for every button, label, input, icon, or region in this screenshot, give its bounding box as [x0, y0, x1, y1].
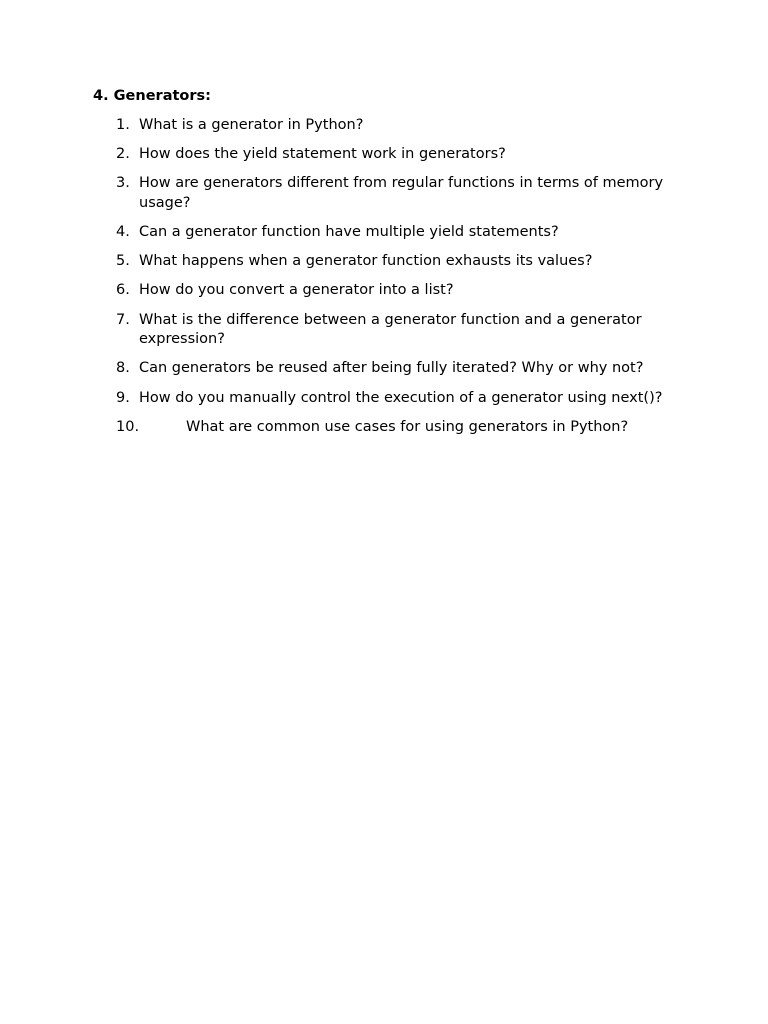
list-item-number: 1.: [116, 117, 130, 133]
list-item: [116, 223, 676, 243]
list-item-text: How does the yield statement work in generators?: [139, 146, 506, 163]
list-item: [116, 252, 676, 272]
list-item-text: What are common use cases for using generators in Python?: [186, 418, 629, 435]
list-item: [116, 389, 676, 409]
list-item-number: 7.: [116, 311, 130, 328]
list-item-number: 10.: [116, 418, 140, 435]
list-item: [116, 174, 676, 213]
list-item-text: What is a generator in Python?: [139, 117, 364, 133]
list-item-text: How do you convert a generator into a list?: [139, 282, 454, 299]
list-item-text: What is the difference between a generator function and a generator expression?: [139, 311, 642, 348]
list-item: [116, 311, 676, 350]
list-item: [116, 418, 676, 438]
list-item-text: How do you manually control the execution of a generator using next()?: [139, 389, 663, 406]
list-item-number: 8.: [116, 360, 130, 377]
list-item-text: What happens when a generator function exhausts its values?: [139, 253, 593, 270]
list-item-number: 4.: [116, 224, 130, 241]
list-item: [116, 281, 676, 301]
list-item: [116, 116, 676, 136]
list-item-number: 6.: [116, 282, 130, 299]
list-item-number: 9.: [116, 389, 130, 406]
list-item-number: 3.: [116, 175, 130, 192]
section-heading: 4. Generators:: [93, 88, 211, 104]
list-item: [116, 359, 676, 379]
list-item-text: Can generators be reused after being fully iterated? Why or why not?: [139, 360, 644, 377]
list-item-number: 5.: [116, 253, 130, 270]
question-list: [116, 116, 676, 447]
list-item-text: Can a generator function have multiple yield statements?: [139, 224, 559, 241]
list-item-number: 2.: [116, 146, 130, 163]
list-item: [116, 145, 676, 165]
list-item-text: How are generators different from regular functions in terms of memory usage?: [139, 175, 664, 211]
